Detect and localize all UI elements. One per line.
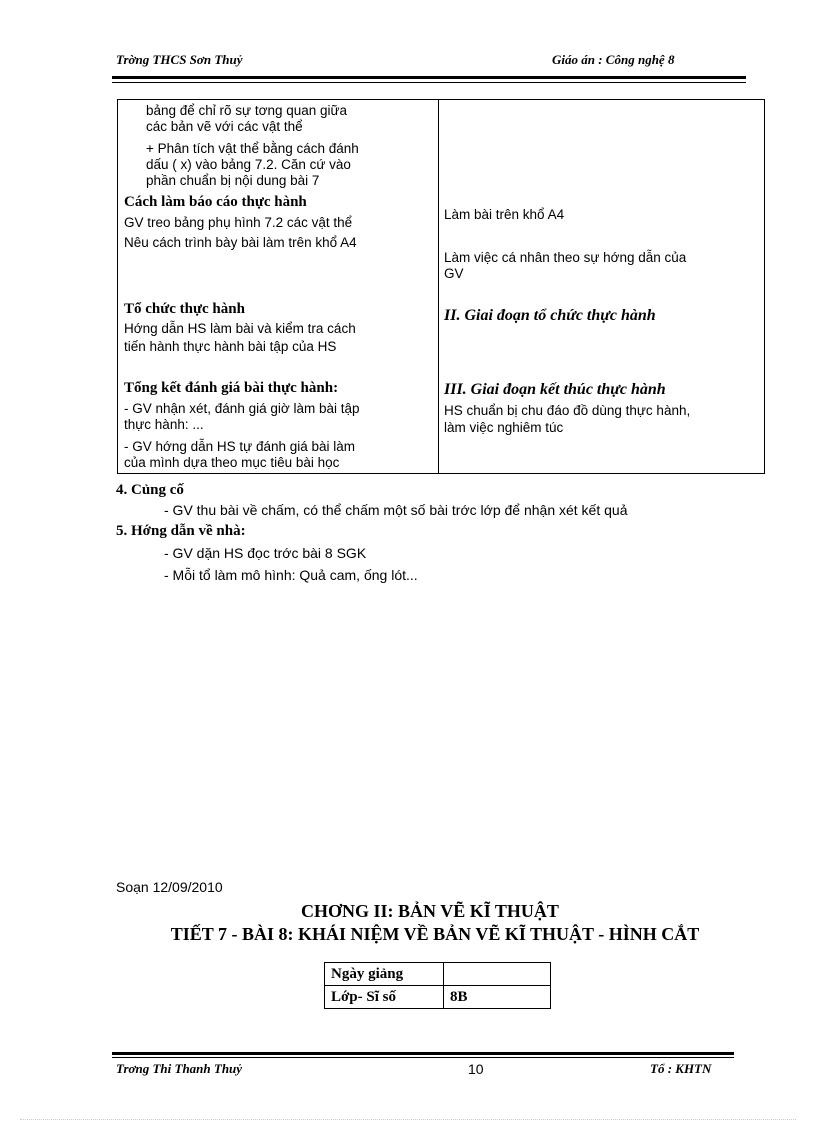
section-5-line: - Mỗi tổ làm mô hình: Quả cam, ống lót... — [164, 567, 418, 583]
table-left-line: + Phân tích vật thể bằng cách đánh — [146, 141, 359, 156]
table-left-line: bảng để chỉ rõ sự tơng quan giữa — [146, 103, 348, 118]
table-left-heading: Tổng kết đánh giá bài thực hành: — [124, 380, 339, 396]
table-left-heading: Tổ chức thực hành — [124, 301, 245, 317]
table-left-line: Hớng dẫn HS làm bài và kiểm tra cách — [124, 321, 356, 336]
table-left-line: các bản vẽ với các vật thể — [146, 119, 303, 134]
footer-rule-thick — [112, 1052, 734, 1055]
table-right-line: HS chuẩn bị chu đáo đồ dùng thực hành, — [444, 403, 691, 418]
table-right-line: Làm việc cá nhân theo sự hớng dẫn của — [444, 250, 687, 265]
footer-author: Trơng Thi Thanh Thuỷ — [116, 1061, 243, 1076]
table-right-heading: III. Giai đoạn kết thúc thực hành — [444, 381, 666, 398]
table-left-heading: Cách làm báo cáo thực hành — [124, 194, 307, 210]
table-right-heading: II. Giai đoạn tổ chức thực hành — [444, 307, 656, 324]
page-edge-divider — [20, 1119, 796, 1120]
header-rule-thick — [112, 76, 746, 79]
info-value: 8B — [444, 986, 551, 1009]
table-left-line: phần chuẩn bị nội dung bài 7 — [146, 173, 320, 188]
table-row — [325, 986, 551, 1009]
info-value — [444, 963, 551, 986]
lesson-info-table — [324, 962, 551, 1009]
table-left-line: - GV nhận xét, đánh giá giờ làm bài tập — [124, 401, 360, 416]
table-left-line: Nêu cách trình bày bài làm trên khổ A4 — [124, 235, 357, 250]
footer-rule-thin — [112, 1057, 734, 1058]
footer-group: Tổ : KHTN — [650, 1061, 712, 1076]
info-label: Ngày giảng — [325, 963, 444, 986]
chapter-title: CHƠNG II: BẢN VẼ KĨ THUẬT — [301, 901, 559, 921]
page-number: 10 — [468, 1061, 484, 1077]
prep-date: Soạn 12/09/2010 — [116, 879, 223, 895]
table-left-line: thực hành: ... — [124, 417, 204, 432]
table-row — [325, 963, 551, 986]
table-left-line: dấu ( x) vào bảng 7.2. Căn cứ vào — [146, 157, 351, 172]
section-5-title: 5. Hớng dẫn về nhà: — [116, 523, 246, 539]
activity-table-divider — [438, 99, 439, 474]
header-school: Trờng THCS Sơn Thuỷ — [116, 52, 243, 67]
table-left-line: của mình dựa theo mục tiêu bài học — [124, 455, 340, 470]
table-left-line: - GV hớng dẫn HS tự đánh giá bài làm — [124, 439, 356, 454]
header-rule-thin — [112, 82, 746, 83]
section-4-line: - GV thu bài về chấm, có thể chấm một số bài trớc lớp để nhận xét kết quả — [164, 502, 628, 518]
section-5-line: - GV dặn HS đọc trớc bài 8 SGK — [164, 545, 367, 561]
header-subject: Giáo án : Công nghệ 8 — [552, 52, 675, 67]
table-right-line: GV — [444, 266, 464, 281]
info-label: Lớp- Sĩ số — [325, 986, 444, 1009]
section-4-title: 4. Củng cố — [116, 482, 184, 498]
table-right-line: Làm bài trên khổ A4 — [444, 207, 565, 222]
lesson-title: TIẾT 7 - BÀI 8: KHÁI NIỆM VỀ BẢN VẼ KĨ THUẬT - HÌNH CẮT — [170, 924, 700, 944]
table-left-line: GV treo bảng phụ hình 7.2 các vật thể — [124, 215, 353, 230]
table-left-line: tiến hành thực hành bài tập của HS — [124, 339, 337, 354]
table-right-line: làm việc nghiêm túc — [444, 420, 564, 435]
